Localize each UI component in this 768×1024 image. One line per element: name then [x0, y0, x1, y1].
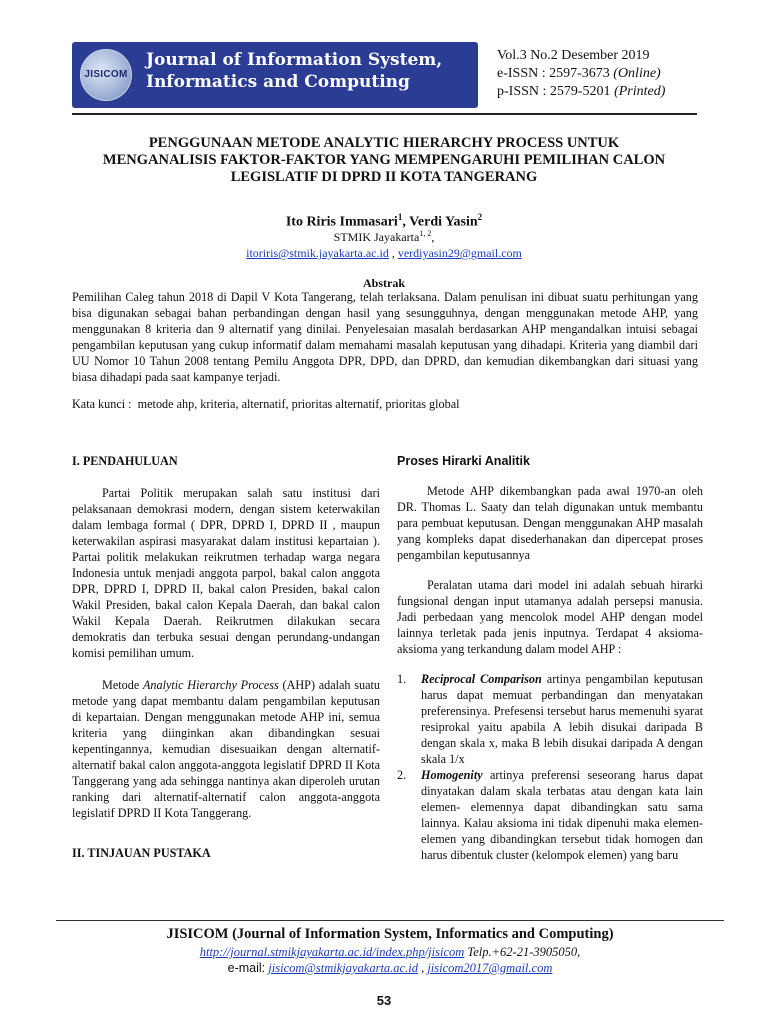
- right-column: [397, 453, 703, 863]
- footer-email-link-2[interactable]: jisicom2017@gmail.com: [427, 961, 553, 975]
- affiliation: STMIK Jayakarta$^{1, 2}$,: [333, 229, 435, 244]
- ahp-paragraph-1: Metode AHP dikembangkan pada awal 1970-an oleh DR. Thomas L. Saaty dan telah digunakan untuk membantu para pembuat keputusan. Dengan menggunakan AHP masalah yang kompleks dapat disederhanakan dan dipercepat proses pengambilan keputusannya: [397, 484, 703, 562]
- journal-title: Journal of Information System, Informatics and Computing: [146, 50, 443, 92]
- abstract-heading: Abstrak: [362, 276, 405, 290]
- footer-email: e-mail: jisicom@stmikjayakarta.ac.id , jisicom2017@gmail.com: [227, 961, 553, 975]
- footer-divider: [56, 920, 724, 921]
- section-heading-introduction: I. PENDAHULUAN: [72, 454, 178, 468]
- footer-email-link-1[interactable]: jisicom@stmikjayakarta.ac.id: [268, 961, 418, 975]
- eissn: e-ISSN : 2597-3673 (Online): [497, 66, 661, 81]
- authors: Ito Riris Immasari$^1$, Verdi Yasin$^2$: [285, 212, 483, 230]
- intro-paragraph-2: Metode Analytic Hierarchy Process (AHP) adalah suatu metode yang dapat membantu dalam pengambilan keputusan di kepartaian. Dengan menggunakan metode AHP ini, semua kriteria yang diinginkan akan dibandingkan sesuai kepentingannya, kemudian disesuaikan dengan alternatif-alternatif bakal calon anggota-anggota legislatif DPRD II Kota Tanggerang yang ada sehingga nantinya akan diperoleh urutan ranking dari alternatif-alternatif calon anggota-anggota legislatif DPRD II Kota Tanggerang.: [72, 678, 380, 820]
- email-link-1[interactable]: itoriris@stmik.jayakarta.ac.id: [246, 246, 389, 260]
- issue-info: [497, 47, 665, 101]
- page-number: 53: [376, 993, 392, 1008]
- journal-banner: [72, 42, 478, 108]
- author-emails: itoriris@stmik.jayakarta.ac.id , verdiyasin29@gmail.com: [246, 246, 522, 260]
- keywords: Kata kunci : metode ahp, kriteria, alternatif, prioritas alternatif, prioritas global: [72, 397, 460, 411]
- abstract-body: Pemilihan Caleg tahun 2018 di Dapil V Kota Tangerang, telah terlaksana. Dalam penulisan ini dibuat suatu perhitungan yang bisa digunakan sebagai bahan perbandingan dengan hasil yang sesungguhnya, dengan menggunakan metode AHP, yang menggunakan 8 kriteria dan 9 alternatif yang dinilai. Penyelesaian masalah berdasarkan AHP mengandalkan intuisi sebagai pengambilan keputusan yang cukup informatif dalam memahami masalah keputusan yang dihadapi. Kriteria yang diambil dari UU Nomor 10 Tahun 2008 tentang Pemilu Anggota DPR, DPD, dan DPRD, dan kemudian dikembangkan dari situasi yang biasa dihadapi pada saat kampanye terjadi.: [72, 290, 698, 384]
- pissn: p-ISSN : 2579-5201 (Printed): [497, 84, 666, 99]
- list-item: 2. Homogenity artinya preferensi seseorang harus dapat dinyatakan dalam skala terbatas atau dengan kata lain elemen- elemennya dapat dibandingkan satu sama lainnya. Kalau aksioma ini tidak dipenuhi maka elemen- elemen yang dibandingkan tersebut tidak homogen dan harus dibentuk cluster (kelompok elemen) yang baru: [397, 768, 703, 862]
- email-link-2[interactable]: verdiyasin29@gmail.com: [397, 246, 522, 260]
- intro-paragraph-1: Partai Politik merupakan salah satu institusi dari pelaksanaan demokrasi modern, dengan sistem keterwakilan dalam lembaga formal ( DPR, DPRD I, DPRD II , maupun keterwakilan aspirasi masyarakat dalam institusi kepartaian ). Partai politik melakukan reikrutmen terhadap warga negara Indonesia untuk menjadi anggota parpol, bakal calon anggota DPR, DPRD I, DPRD II, bakal calon Presiden, bakal calon Wakil Presiden, bakal calon Kepala Daerah, dan bakal calon Wakil Kepala Daerah. Reikrutmen dilakukan secara demokratis dan terbuka sesuai dengan perundang-undangan komisi pemilihan umum.: [72, 486, 380, 660]
- list-item: 1. Reciprocal Comparison artinya pengambilan keputusan harus dapat memuat perbandingan dan menyatakan preferensinya. Prefesensi tersebut harus memenuhi syarat resiprokal yaitu apabila A lebih disukai daripada B dengan skala x, maka B lebih disukai daripada A dengan skala 1/x: [397, 672, 703, 766]
- left-column: [72, 453, 380, 861]
- ahp-paragraph-2: Peralatan utama dari model ini adalah sebuah hirarki fungsional dengan input utamanya adalah persepsi manusia. Jadi perbedaan yang mencolok model AHP dengan model lainnya terletak pada jenis inputnya. Terdapat 4 aksioma-aksioma yang terkandung dalam model AHP :: [397, 578, 703, 656]
- subsection-heading: Proses Hirarki Analitik: [397, 454, 530, 468]
- section-heading-literature: II. TINJAUAN PUSTAKA: [72, 846, 211, 860]
- footer-links: http://journal.stmikjayakarta.ac.id/index.php/jisicom Telp.+62-21-3905050,: [199, 945, 581, 959]
- header-divider: [72, 113, 697, 115]
- journal-logo: JISICOM: [80, 49, 132, 101]
- footer-title: JISICOM (Journal of Information System, Informatics and Computing): [166, 926, 614, 942]
- axiom-list: [397, 671, 703, 863]
- volume: Vol.3 No.2 Desember 2019: [497, 48, 650, 63]
- journal-url-link[interactable]: http://journal.stmikjayakarta.ac.id/index.php/jisicom: [199, 945, 465, 959]
- paper-title: PENGGUNAAN METODE ANALYTIC HIERARCHY PROCESS UNTUK MENGANALISIS FAKTOR-FAKTOR YANG MEMPENGARUHI PEMILIHAN CALON LEGISLATIF DI DPRD II KOTA TANGERANG: [102, 135, 666, 185]
